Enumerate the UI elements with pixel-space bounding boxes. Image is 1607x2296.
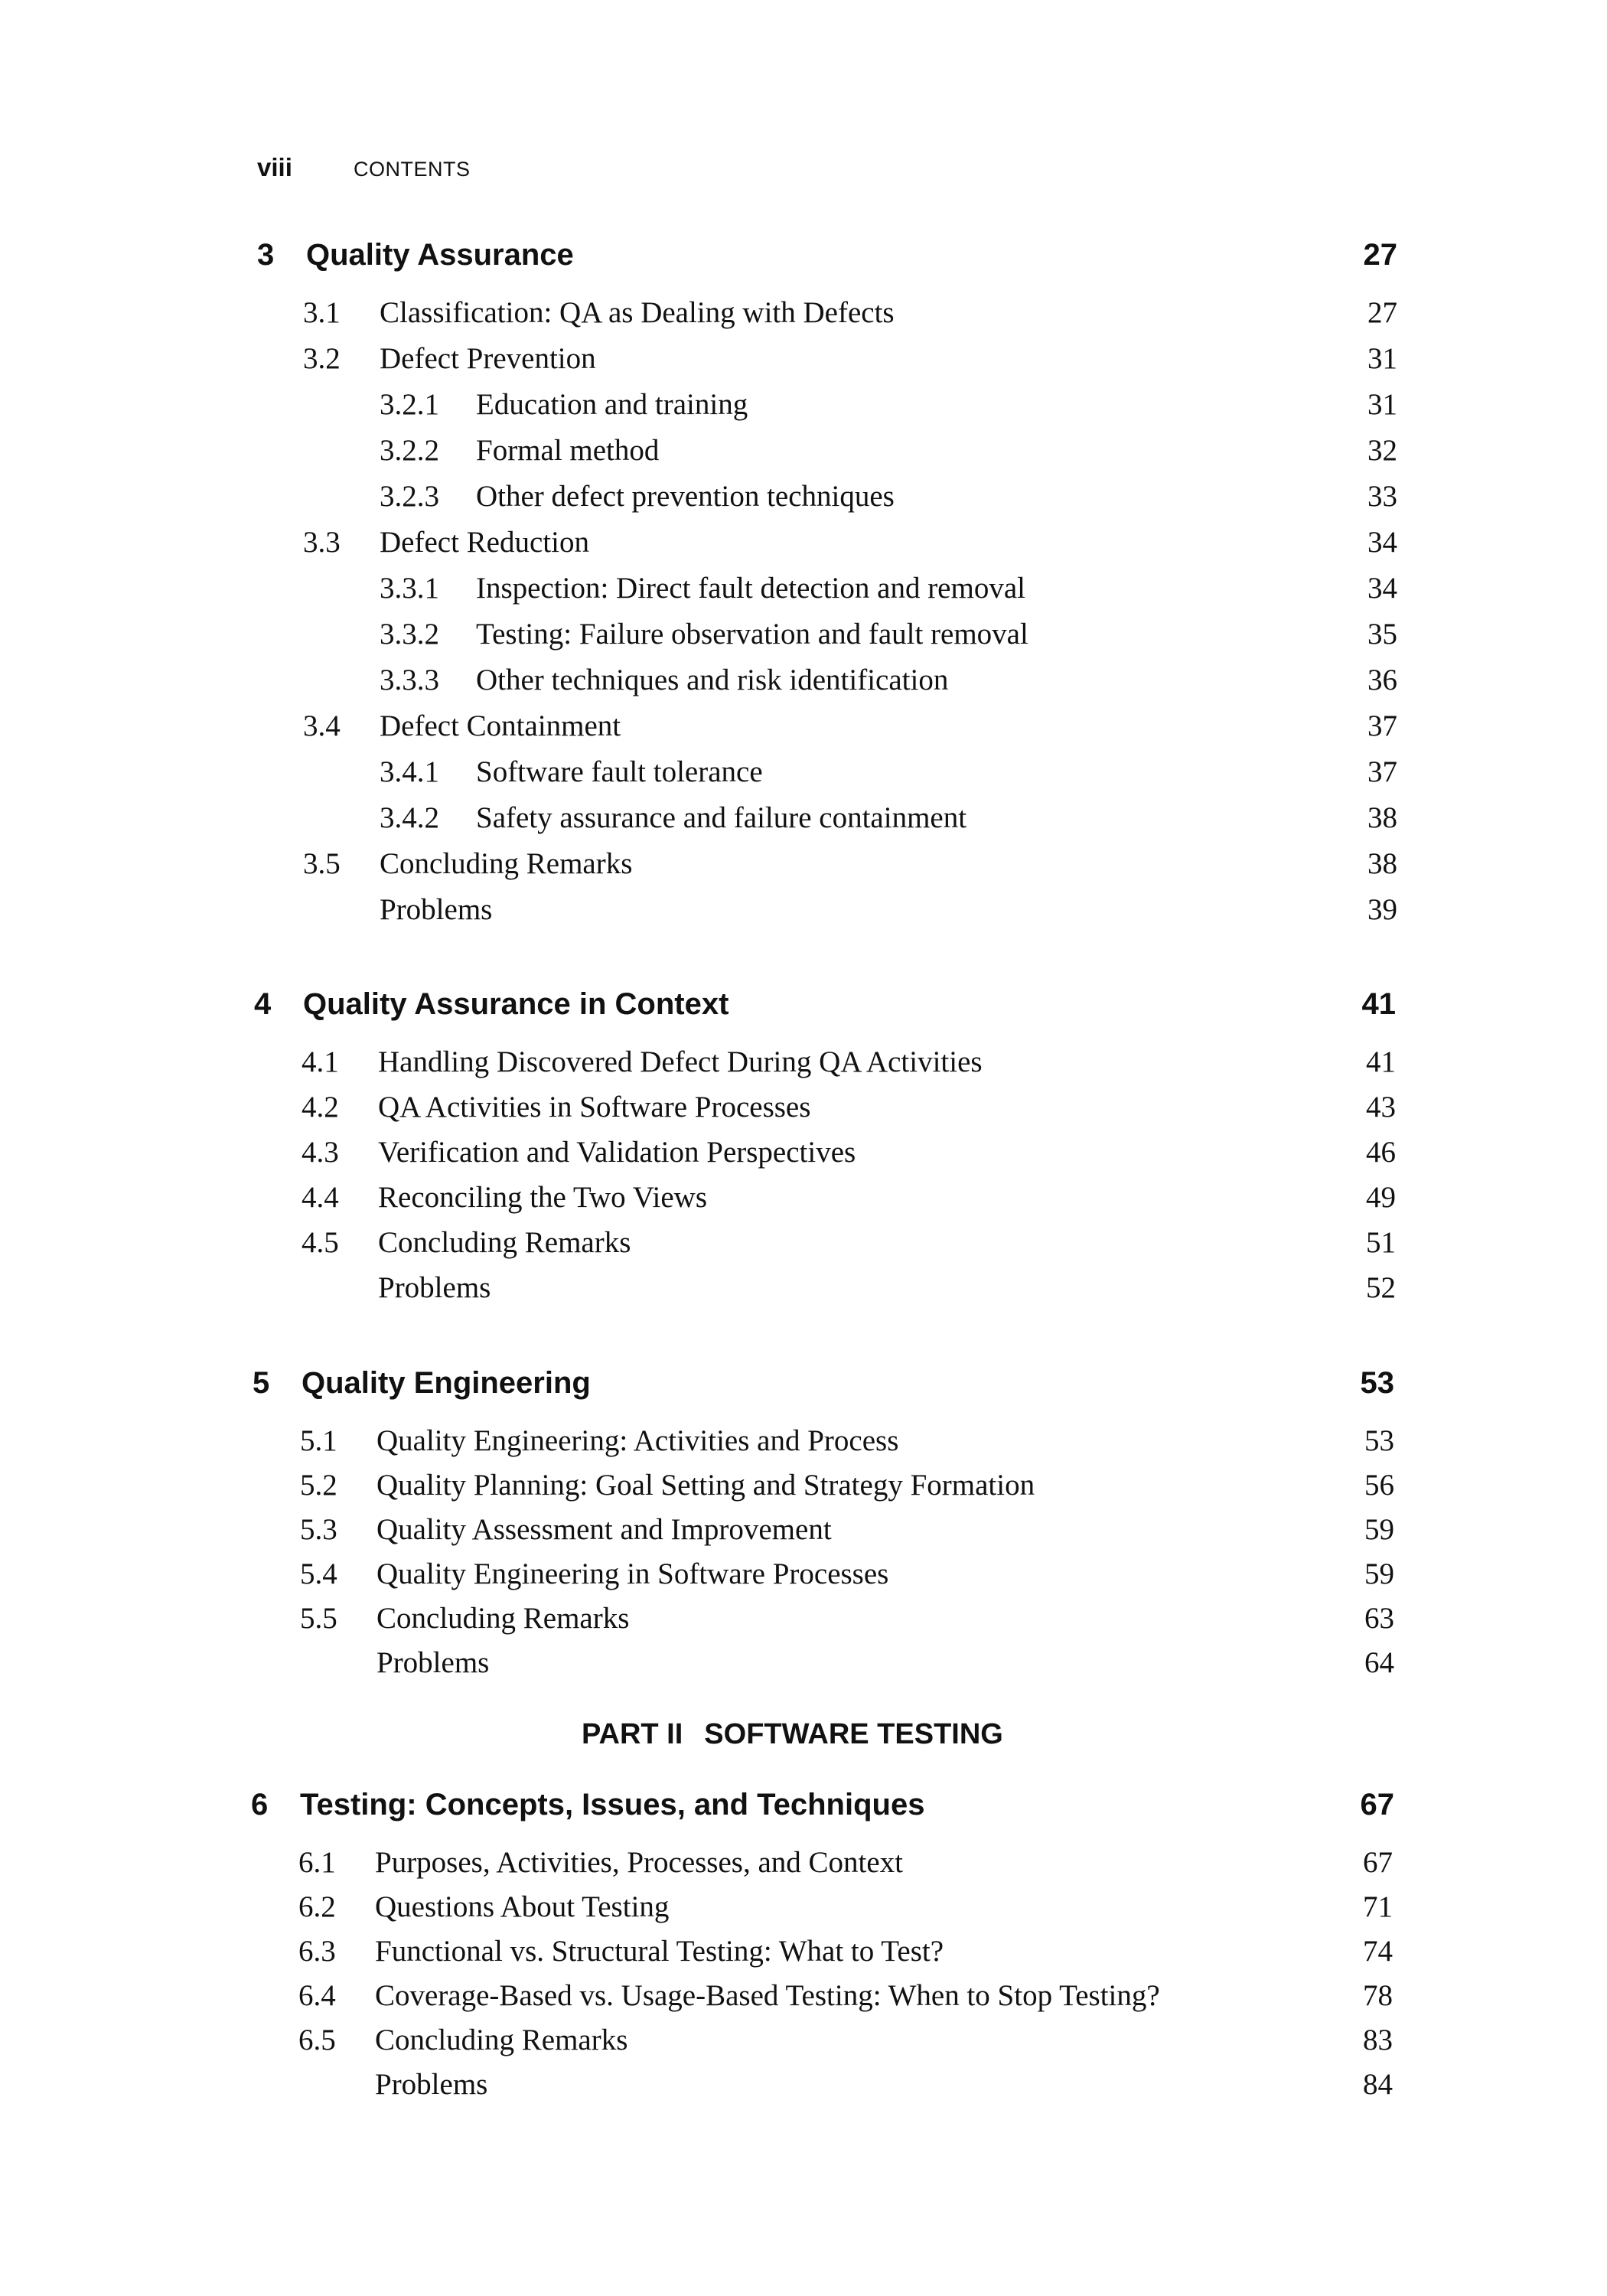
toc-problems[interactable]: [300, 1642, 1394, 1684]
section-page: 31: [1367, 342, 1397, 375]
section-page: 38: [1367, 847, 1397, 880]
section-title: Coverage-Based vs. Usage-Based Testing: When to Stop Testing?: [375, 1979, 1160, 2012]
section-number: 3.4.1: [380, 755, 439, 788]
toc-section[interactable]: [300, 1553, 1394, 1596]
chapter-number: 3: [257, 238, 275, 272]
section-title: Problems: [375, 2068, 488, 2101]
section-number: 5.5: [300, 1602, 337, 1635]
toc-subsection[interactable]: [303, 797, 1397, 840]
section-page: 52: [1366, 1271, 1396, 1304]
section-page: 78: [1363, 1979, 1393, 2012]
section-title: Problems: [378, 1271, 491, 1304]
section-title: Quality Planning: Goal Setting and Strategy Formation: [376, 1469, 1035, 1502]
chapter-page: 67: [1360, 1788, 1394, 1821]
section-number: 5.3: [300, 1513, 337, 1546]
toc-section[interactable]: [303, 705, 1397, 748]
chapter-page: 41: [1361, 987, 1396, 1021]
toc-section[interactable]: [303, 843, 1397, 885]
toc-problems[interactable]: [303, 889, 1397, 931]
section-page: 51: [1366, 1226, 1396, 1259]
chapter-title: Testing: Concepts, Issues, and Techniques: [300, 1788, 925, 1821]
section-title: Quality Engineering: Activities and Process: [376, 1424, 899, 1457]
section-page: 49: [1366, 1181, 1396, 1214]
section-page: 53: [1364, 1424, 1394, 1457]
section-title: Safety assurance and failure containment: [476, 801, 967, 834]
toc-section[interactable]: [303, 292, 1397, 334]
section-number: 3.4.2: [380, 801, 439, 834]
section-number: 3.5: [303, 847, 341, 880]
toc-section[interactable]: [302, 1221, 1396, 1264]
section-title: Testing: Failure observation and fault removal: [476, 618, 1028, 651]
section-page: 31: [1367, 388, 1397, 421]
toc-chapter-4[interactable]: [254, 983, 1396, 1026]
section-title: Inspection: Direct fault detection and removal: [476, 572, 1025, 605]
section-page: 37: [1367, 709, 1397, 742]
section-page: 59: [1364, 1513, 1394, 1546]
page-folio: viii: [257, 153, 292, 181]
section-page: 71: [1363, 1890, 1393, 1923]
toc-section[interactable]: [300, 1597, 1394, 1640]
chapter-page: 27: [1363, 238, 1397, 272]
chapter-number: 5: [253, 1366, 270, 1400]
section-title: QA Activities in Software Processes: [378, 1091, 811, 1124]
section-title: Other techniques and risk identification: [476, 664, 949, 696]
section-number: 6.3: [298, 1935, 336, 1968]
section-title: Concluding Remarks: [376, 1602, 630, 1635]
toc-section[interactable]: [302, 1086, 1396, 1129]
toc-chapter-6[interactable]: [251, 1783, 1394, 1826]
part-heading[interactable]: [582, 1713, 1003, 1756]
toc-section[interactable]: [298, 1930, 1393, 1973]
section-title: Concluding Remarks: [375, 2024, 628, 2056]
section-number: 3.2: [303, 342, 341, 375]
section-page: 84: [1363, 2068, 1393, 2101]
section-page: 64: [1364, 1646, 1394, 1679]
section-title: Questions About Testing: [375, 1890, 670, 1923]
section-page: 33: [1367, 480, 1397, 513]
section-page: 74: [1363, 1935, 1393, 1968]
section-page: 63: [1364, 1602, 1394, 1635]
section-number: 3.3.3: [380, 664, 439, 696]
chapter-page: 53: [1360, 1366, 1394, 1400]
section-title: Reconciling the Two Views: [378, 1181, 708, 1214]
toc-subsection[interactable]: [303, 383, 1397, 426]
toc-subsection[interactable]: [303, 475, 1397, 518]
section-number: 3.2.3: [380, 480, 439, 513]
section-number: 3.1: [303, 296, 341, 329]
section-title: Defect Containment: [380, 709, 621, 742]
toc-section[interactable]: [298, 1841, 1393, 1884]
section-page: 43: [1366, 1091, 1396, 1124]
section-number: 5.2: [300, 1469, 337, 1502]
toc-subsection[interactable]: [303, 567, 1397, 610]
section-number: 5.4: [300, 1557, 337, 1590]
section-number: 6.4: [298, 1979, 336, 2012]
section-number: 3.4: [303, 709, 341, 742]
section-number: 6.1: [298, 1846, 336, 1879]
section-page: 34: [1367, 526, 1397, 559]
toc-subsection[interactable]: [303, 659, 1397, 702]
chapter-title: Quality Assurance in Context: [303, 987, 729, 1021]
section-title: Concluding Remarks: [378, 1226, 631, 1259]
section-title: Defect Reduction: [380, 526, 589, 559]
part-name: SOFTWARE TESTING: [704, 1718, 1003, 1750]
section-title: Classification: QA as Dealing with Defects: [380, 296, 895, 329]
toc-problems[interactable]: [298, 2063, 1393, 2106]
section-title: Quality Engineering in Software Processes: [376, 1557, 889, 1590]
toc-section[interactable]: [302, 1176, 1396, 1219]
section-number: 3.3: [303, 526, 341, 559]
toc-problems[interactable]: [302, 1267, 1396, 1309]
toc-chapter-5[interactable]: [253, 1362, 1394, 1404]
toc-section[interactable]: [298, 2019, 1393, 2062]
section-page: 35: [1367, 618, 1397, 651]
section-page: 27: [1367, 296, 1397, 329]
section-title: Defect Prevention: [380, 342, 596, 375]
section-page: 39: [1367, 893, 1397, 926]
section-page: 67: [1363, 1846, 1393, 1879]
toc-section[interactable]: [302, 1131, 1396, 1174]
section-number: 4.2: [302, 1091, 339, 1124]
section-number: 4.4: [302, 1181, 339, 1214]
chapter-title: Quality Assurance: [306, 238, 574, 272]
toc-section[interactable]: [298, 1886, 1393, 1929]
section-number: 3.2.1: [380, 388, 439, 421]
toc-subsection[interactable]: [303, 613, 1397, 656]
section-page: 83: [1363, 2024, 1393, 2056]
section-page: 41: [1366, 1045, 1396, 1078]
toc-section[interactable]: [300, 1420, 1394, 1463]
section-title: Problems: [380, 893, 493, 926]
section-number: 3.2.2: [380, 434, 439, 467]
section-number: 5.1: [300, 1424, 337, 1457]
section-title: Purposes, Activities, Processes, and Context: [375, 1846, 904, 1879]
section-number: 6.5: [298, 2024, 336, 2056]
section-title: Quality Assessment and Improvement: [376, 1513, 832, 1546]
part-label: PART II: [582, 1718, 683, 1750]
section-number: 4.5: [302, 1226, 339, 1259]
section-page: 36: [1367, 664, 1397, 696]
section-page: 37: [1367, 755, 1397, 788]
section-number: 3.3.1: [380, 572, 439, 605]
section-title: Education and training: [476, 388, 748, 421]
section-title: Handling Discovered Defect During QA Activities: [378, 1045, 983, 1078]
section-number: 4.3: [302, 1136, 339, 1169]
section-title: Concluding Remarks: [380, 847, 633, 880]
toc-subsection[interactable]: [303, 751, 1397, 794]
section-title: Functional vs. Structural Testing: What to Test?: [375, 1935, 944, 1968]
toc-chapter-3[interactable]: [257, 233, 1397, 276]
section-title: Other defect prevention techniques: [476, 480, 895, 513]
section-page: 32: [1367, 434, 1397, 467]
section-page: 34: [1367, 572, 1397, 605]
chapter-title: Quality Engineering: [302, 1366, 591, 1400]
section-page: 59: [1364, 1557, 1394, 1590]
toc-section[interactable]: [303, 338, 1397, 380]
toc-section[interactable]: [302, 1041, 1396, 1084]
chapter-number: 6: [251, 1788, 269, 1821]
toc-section[interactable]: [300, 1508, 1394, 1551]
toc-section[interactable]: [300, 1464, 1394, 1507]
section-title: Formal method: [476, 434, 660, 467]
toc-section[interactable]: [298, 1975, 1393, 2017]
section-page: 46: [1366, 1136, 1396, 1169]
section-title: Problems: [376, 1646, 490, 1679]
running-title: CONTENTS: [354, 158, 471, 181]
section-title: Software fault tolerance: [476, 755, 763, 788]
section-page: 56: [1364, 1469, 1394, 1502]
chapter-number: 4: [254, 987, 272, 1021]
section-page: 38: [1367, 801, 1397, 834]
toc-section[interactable]: [303, 521, 1397, 564]
section-number: 6.2: [298, 1890, 336, 1923]
section-number: 4.1: [302, 1045, 339, 1078]
section-number: 3.3.2: [380, 618, 439, 651]
section-title: Verification and Validation Perspectives: [378, 1136, 856, 1169]
toc-subsection[interactable]: [303, 429, 1397, 472]
